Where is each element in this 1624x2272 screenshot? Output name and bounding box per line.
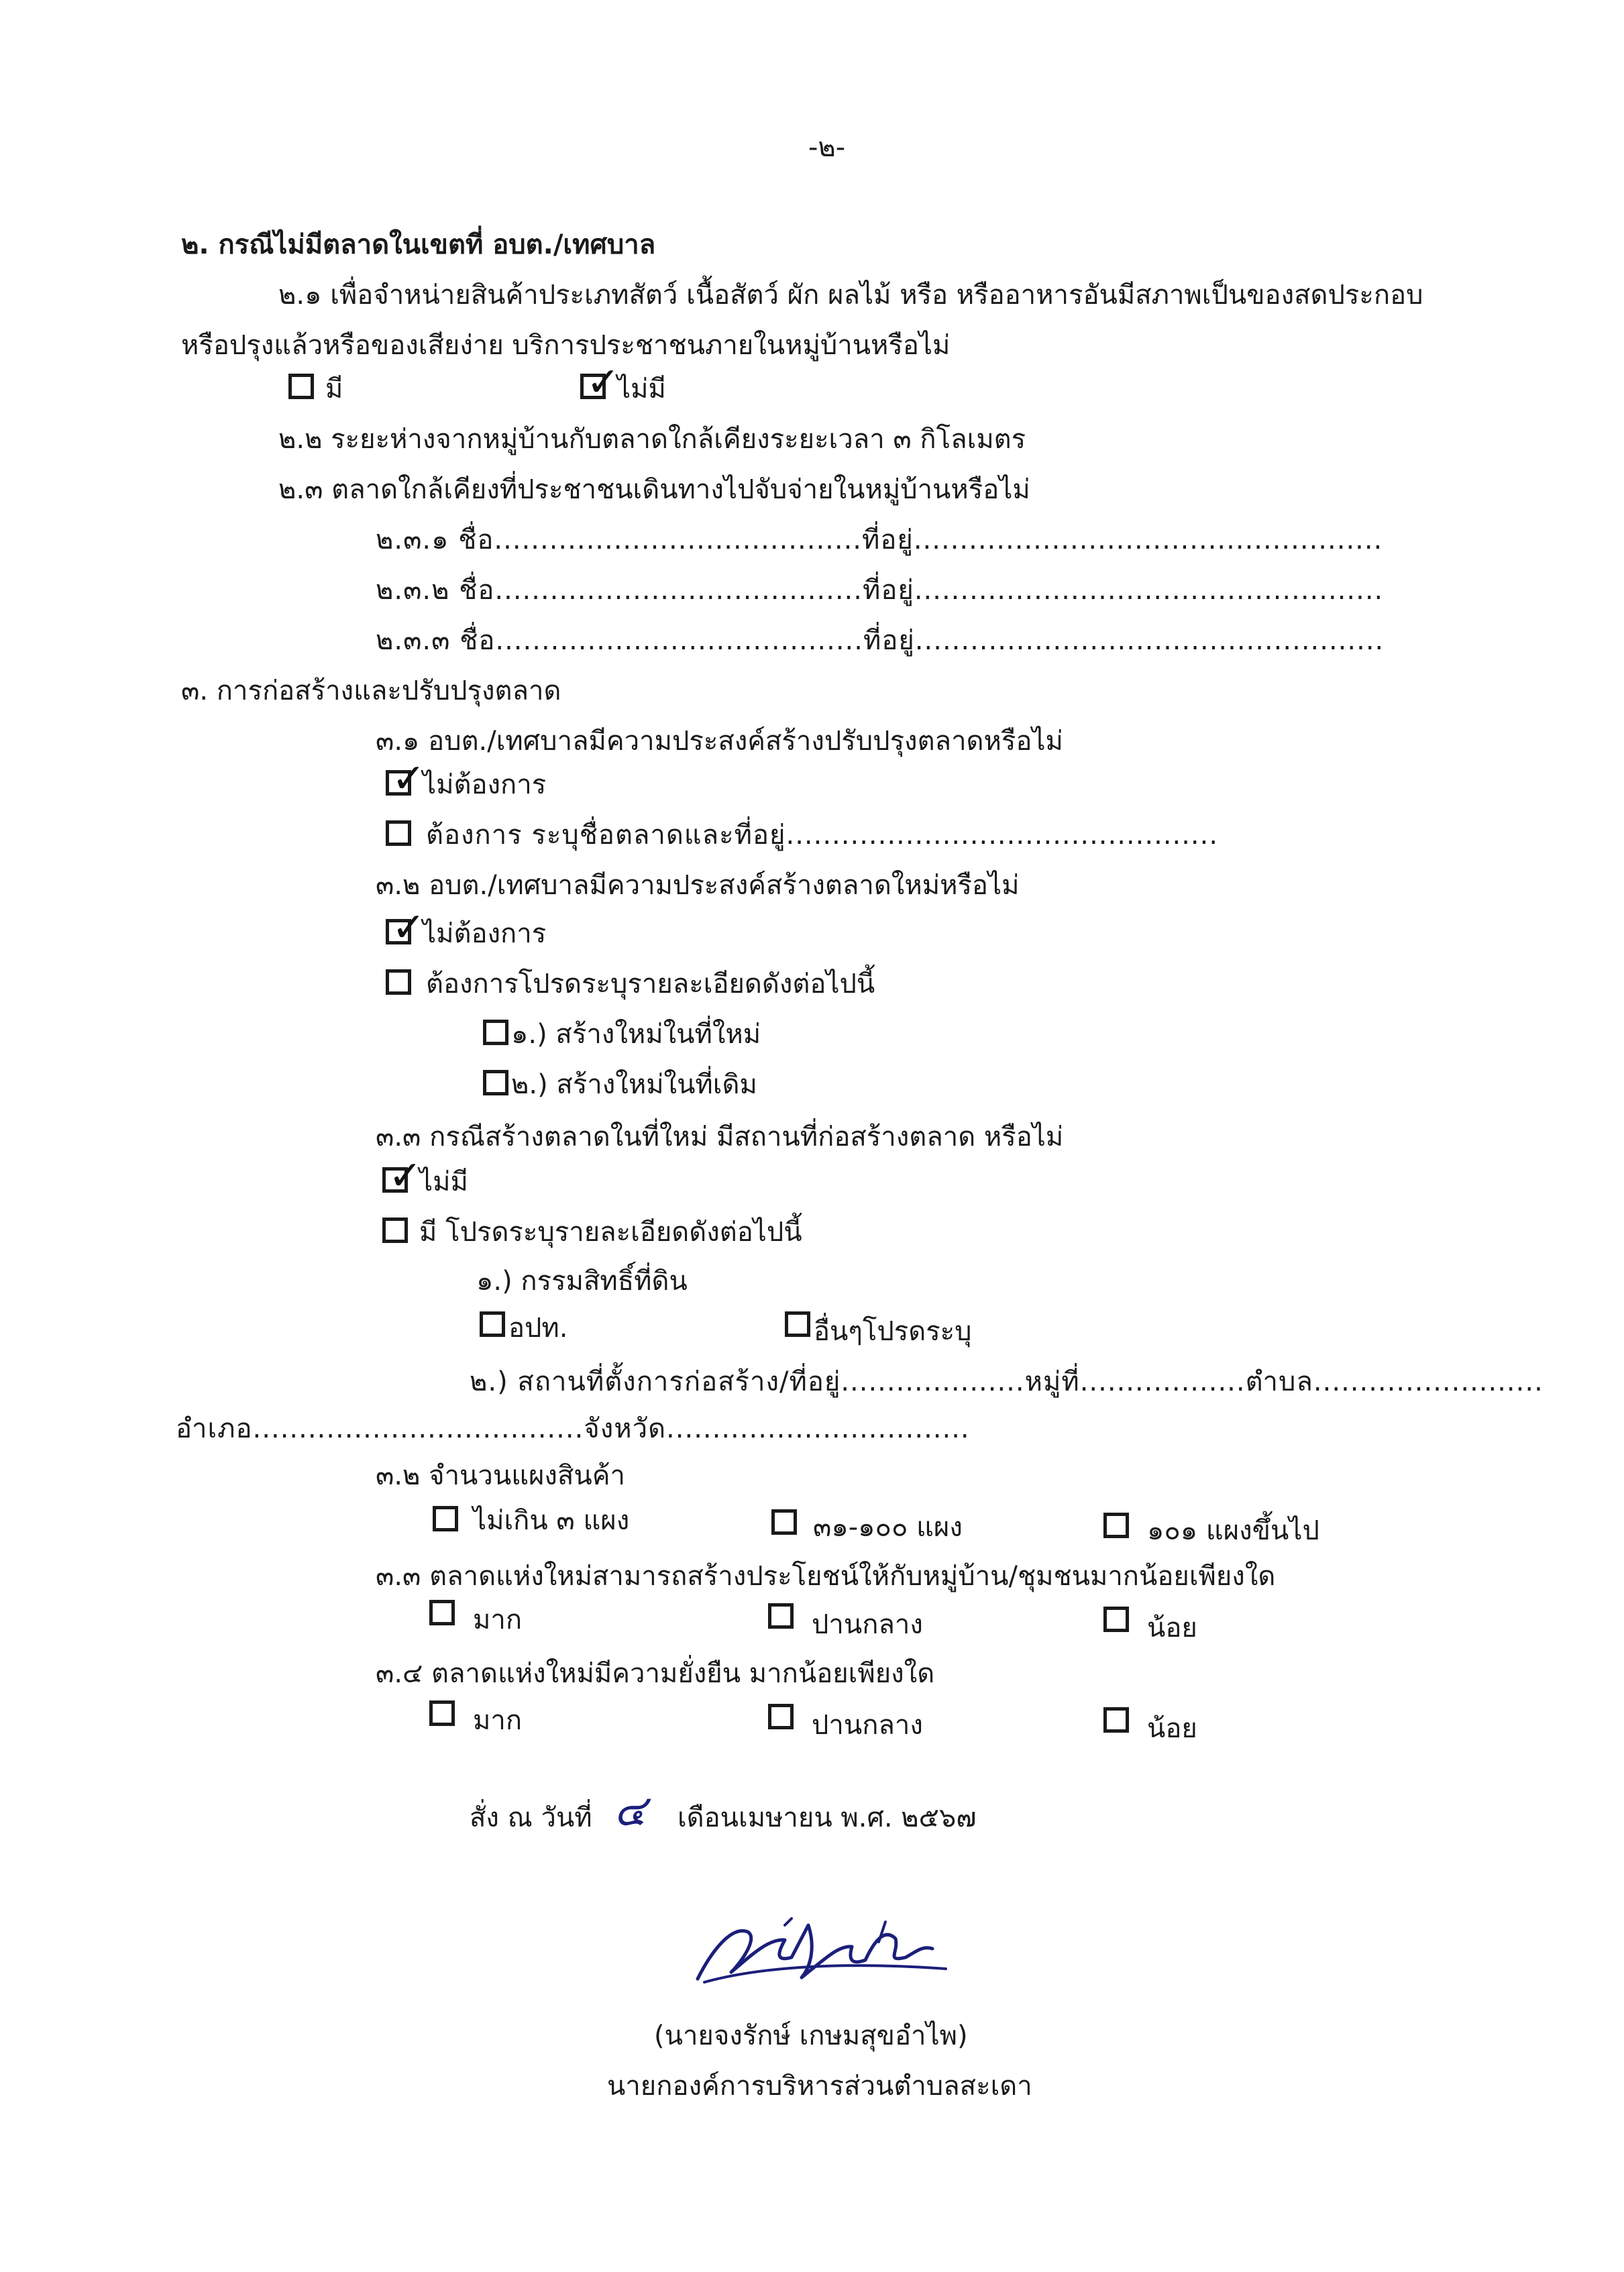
label-3-1-no: ไม่ต้องการ xyxy=(423,769,547,800)
question-2-3-1: ๒.๓.๑ ชื่อ........................................ที่อยู่................................................... xyxy=(376,525,1383,555)
check-mark-icon: ✓ xyxy=(388,1152,423,1199)
question-2-1-line-2: หรือปรุงแล้วหรือของเสียง่าย บริการประชาชนภายในหมู่บ้านหรือไม่ xyxy=(181,330,951,361)
label-land-local-admin: อปท. xyxy=(508,1313,568,1344)
date-prefix: สั่ง ณ วันที่ xyxy=(470,1802,592,1833)
label-3-1-yes: ต้องการ ระบุชื่อตลาดและที่อยู่............................................... xyxy=(426,820,1219,851)
checkbox-3-2-sub-1[interactable] xyxy=(483,1020,508,1045)
checkbox-benefit-low[interactable] xyxy=(1103,1607,1129,1632)
label-stall-3: ๑๐๑ แผงขึ้นไป xyxy=(1147,1515,1319,1546)
label-benefit-low: น้อย xyxy=(1147,1613,1197,1643)
question-2-2: ๒.๒ ระยะห่างจากหมู่บ้านกับตลาดใกล้เคียงระยะเวลา ๓ กิโลเมตร xyxy=(278,424,1026,455)
checkbox-benefit-high[interactable] xyxy=(429,1600,455,1625)
checkbox-land-local-admin[interactable] xyxy=(480,1311,505,1337)
question-2-3-2: ๒.๓.๒ ชื่อ........................................ที่อยู่................................................... xyxy=(376,575,1384,606)
checkbox-stall-2[interactable] xyxy=(771,1509,797,1535)
checkbox-3-2-sub-2[interactable] xyxy=(483,1070,508,1095)
label-3-2-sub-2: ๒.) สร้างใหม่ในที่เดิม xyxy=(511,1069,757,1100)
question-sustainability: ๓.๔ ตลาดแห่งใหม่มีความยั่งยืน มากน้อยเพียงใด xyxy=(376,1658,935,1689)
signer-name: (นายจงรักษ์ เกษมสุขอำไพ) xyxy=(654,2020,968,2051)
checkbox-2-1-yes[interactable] xyxy=(288,374,314,399)
label-stall-2: ๓๑-๑๐๐ แผง xyxy=(813,1512,963,1543)
location-line-2: อำเภอ....................................จังหวัด................................. xyxy=(176,1413,970,1444)
section-3-heading: ๓. การก่อสร้างและปรับปรุงตลาด xyxy=(181,675,561,706)
label-3-3-yes: มี โปรดระบุรายละเอียดดังต่อไปนี้ xyxy=(419,1217,802,1248)
date-day-handwritten: ๔ xyxy=(614,1786,647,1836)
question-3-3: ๓.๓ กรณีสร้างตลาดในที่ใหม่ มีสถานที่ก่อสร้างตลาด หรือไม่ xyxy=(376,1122,1064,1152)
question-2-1-line-1: ๒.๑ เพื่อจำหน่ายสินค้าประเภทสัตว์ เนื้อสัตว์ ผัก ผลไม้ หรือ หรืออาหารอันมีสภาพเป็นของสดประกอบ xyxy=(278,280,1423,311)
checkbox-stall-1[interactable] xyxy=(433,1506,458,1531)
question-3-2: ๓.๒ อบต./เทศบาลมีความประสงค์สร้างตลาดใหม่หรือไม่ xyxy=(376,870,1020,901)
checkbox-stall-3[interactable] xyxy=(1103,1513,1129,1538)
section-2-heading: ๒. กรณีไม่มีตลาดในเขตที่ อบต./เทศบาล xyxy=(181,229,656,260)
question-2-3-3: ๒.๓.๓ ชื่อ........................................ที่อยู่................................................... xyxy=(376,625,1385,656)
label-3-3-no: ไม่มี xyxy=(419,1167,468,1197)
checkbox-sustain-high[interactable] xyxy=(429,1700,455,1726)
label-sustain-low: น้อย xyxy=(1147,1713,1197,1744)
location-line-1: ๒.) สถานที่ตั้งการก่อสร้าง/ที่อยู่....................หมู่ที่..................ตำบล......................... xyxy=(470,1366,1544,1397)
question-benefit: ๓.๓ ตลาดแห่งใหม่สามารถสร้างประโยชน์ให้กับหมู่บ้าน/ชุมชนมากน้อยเพียงใด xyxy=(376,1561,1276,1592)
question-stall-count: ๓.๒ จำนวนแผงสินค้า xyxy=(376,1460,625,1491)
checkbox-3-1-no[interactable] xyxy=(386,755,426,802)
date-rest: เดือนเมษายน พ.ศ. ๒๕๖๗ xyxy=(678,1802,977,1833)
label-land-other: อื่นๆโปรดระบุ xyxy=(814,1316,972,1347)
label-3-2-sub-1: ๑.) สร้างใหม่ในที่ใหม่ xyxy=(511,1019,761,1050)
check-mark-icon: ✓ xyxy=(586,359,620,406)
checkbox-3-2-yes[interactable] xyxy=(386,969,411,995)
signature-image xyxy=(684,1898,966,2006)
label-benefit-high: มาก xyxy=(473,1605,523,1635)
checkbox-3-3-no[interactable] xyxy=(382,1152,423,1199)
label-2-1-no: ไม่มี xyxy=(617,374,666,404)
signer-position: นายกองค์การบริหารส่วนตำบลสะเดา xyxy=(607,2071,1032,2102)
checkbox-3-3-yes[interactable] xyxy=(382,1218,408,1243)
label-benefit-medium: ปานกลาง xyxy=(812,1609,923,1640)
question-3-1: ๓.๑ อบต./เทศบาลมีความประสงค์สร้างปรับปรุงตลาดหรือไม่ xyxy=(376,726,1063,757)
checkbox-2-1-no[interactable] xyxy=(580,359,620,406)
label-2-1-yes: มี xyxy=(325,374,343,404)
land-ownership-title: ๑.) กรรมสิทธิ์ที่ดิน xyxy=(476,1266,688,1297)
label-sustain-high: มาก xyxy=(473,1705,523,1736)
label-3-2-no: ไม่ต้องการ xyxy=(423,918,547,949)
check-mark-icon: ✓ xyxy=(392,755,426,802)
label-sustain-medium: ปานกลาง xyxy=(812,1710,923,1741)
checkbox-sustain-low[interactable] xyxy=(1103,1707,1129,1733)
checkbox-sustain-medium[interactable] xyxy=(768,1704,794,1729)
question-2-3: ๒.๓ ตลาดใกล้เคียงที่ประชาชนเดินทางไปจับจ่ายในหมู่บ้านหรือไม่ xyxy=(278,474,1030,505)
checkbox-land-other[interactable] xyxy=(785,1311,810,1337)
page-number: -๒- xyxy=(808,132,846,163)
check-mark-icon: ✓ xyxy=(392,904,426,951)
checkbox-3-2-no[interactable] xyxy=(386,904,426,951)
label-stall-1: ไม่เกิน ๓ แผง xyxy=(473,1505,630,1536)
checkbox-benefit-medium[interactable] xyxy=(768,1603,794,1629)
label-3-2-yes: ต้องการโปรดระบุรายละเอียดดังต่อไปนี้ xyxy=(426,969,875,999)
checkbox-3-1-yes[interactable] xyxy=(386,820,411,846)
